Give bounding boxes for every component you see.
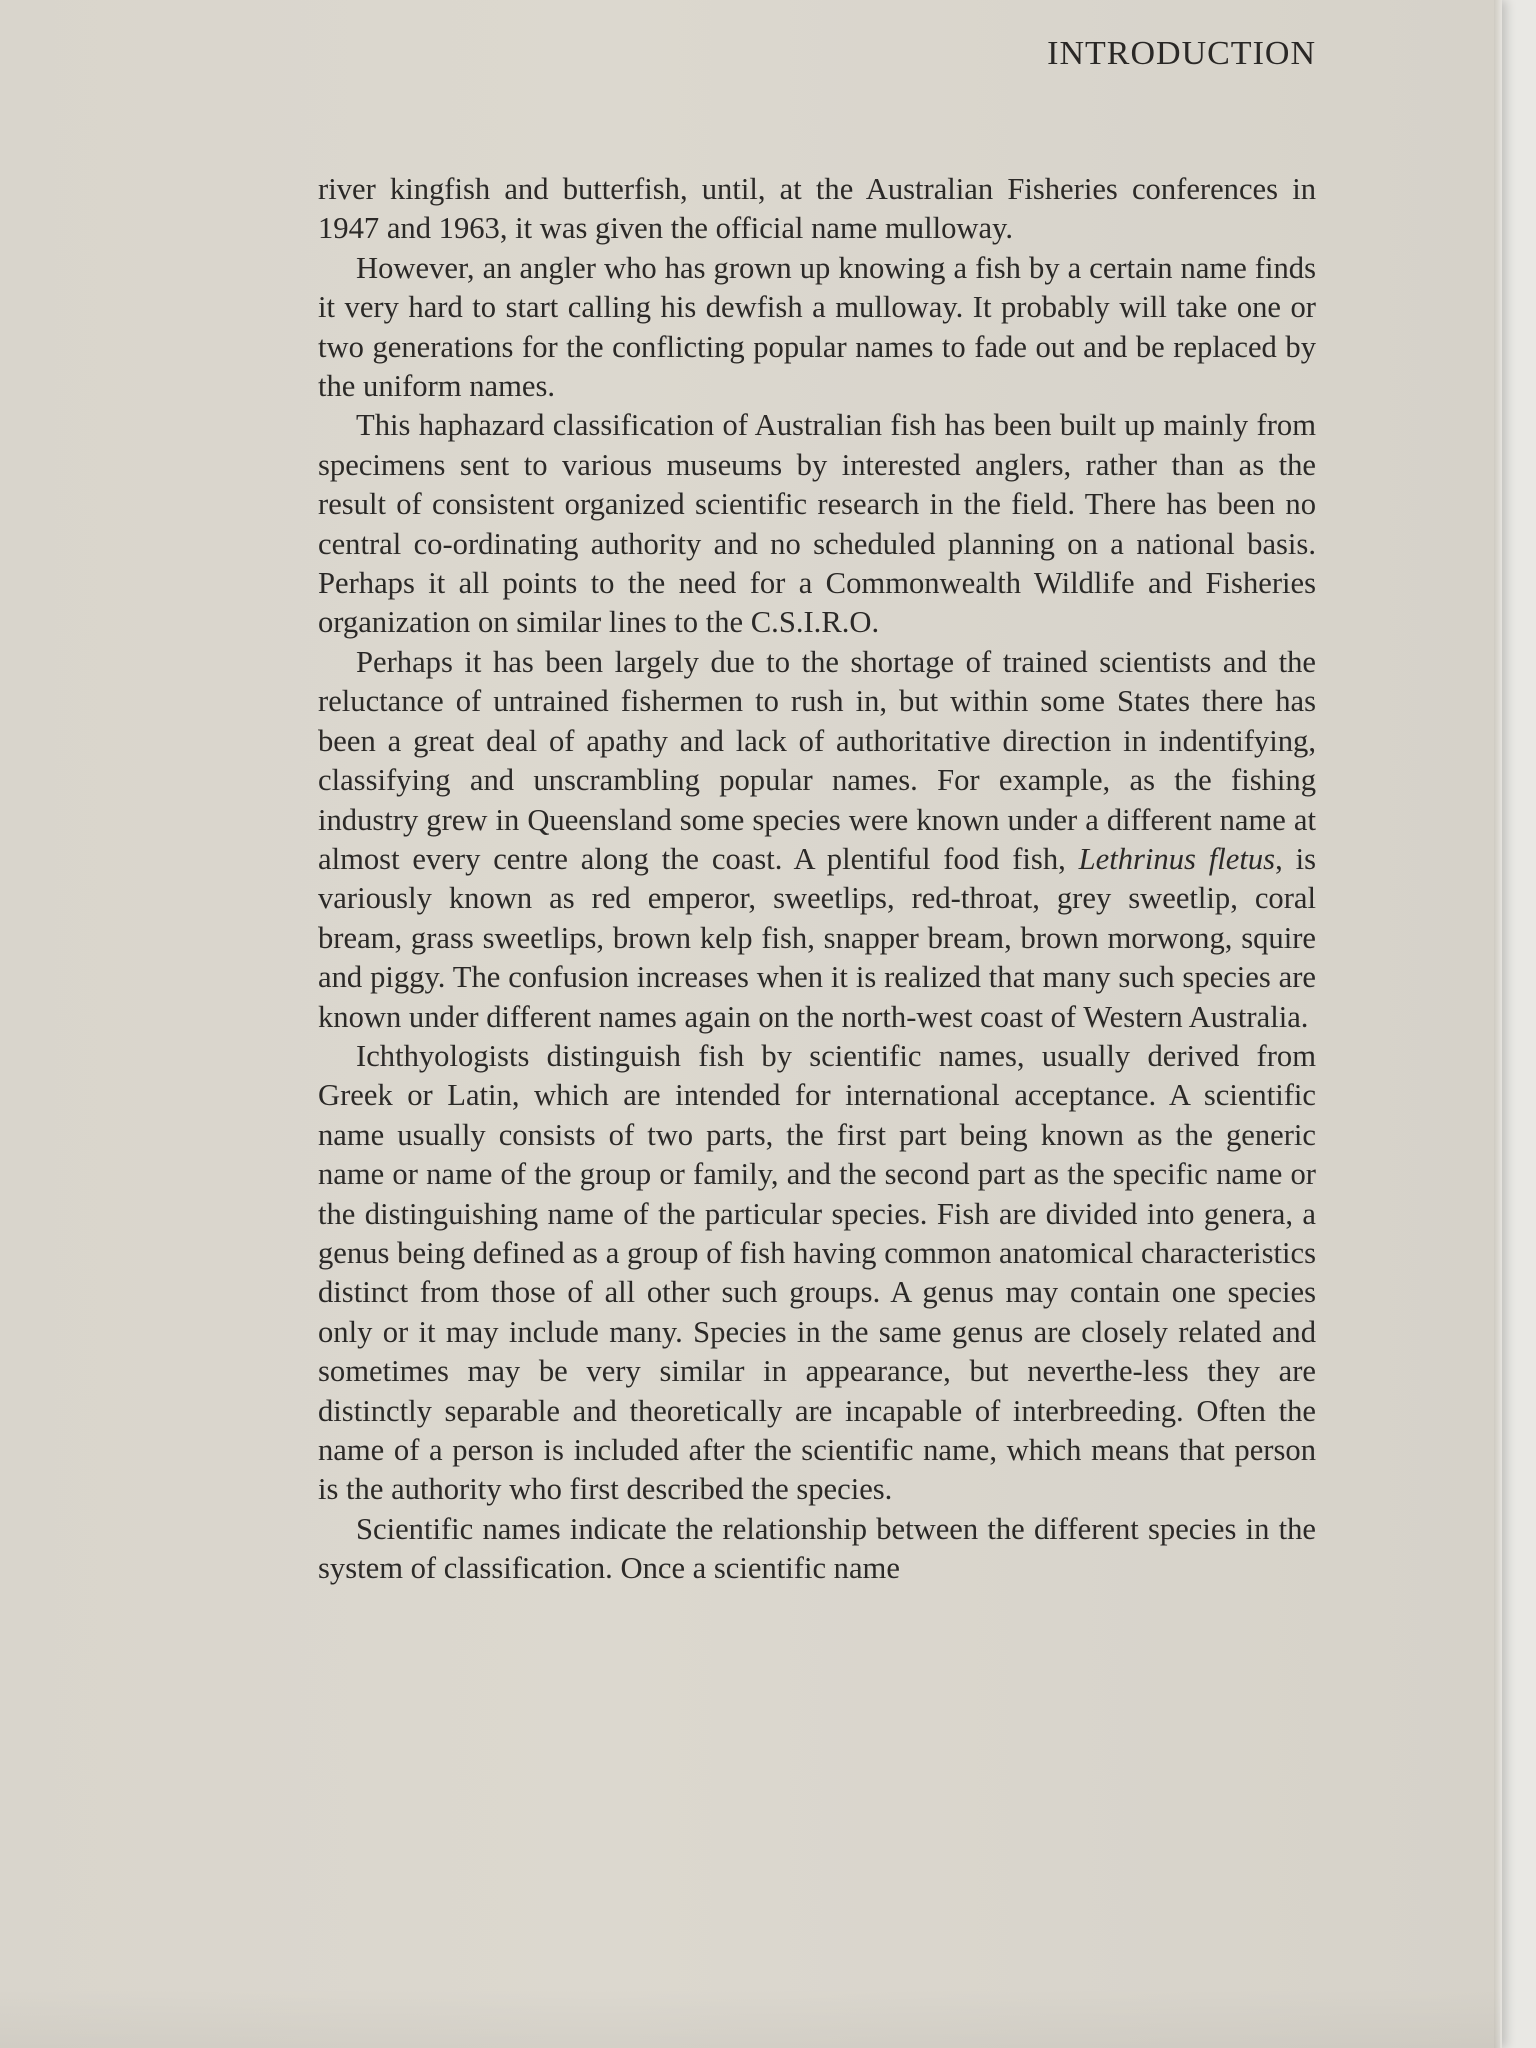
running-head: INTRODUCTION (1047, 35, 1316, 72)
species-name: Lethrinus fletus (1078, 841, 1276, 876)
paragraph-6: Scientific names indicate the relationship between the different species in the system of classification. Once a scientific name (318, 1511, 1316, 1586)
paragraph-2: However, an angler who has grown up knowing a fish by a certain name finds it very hard to start calling his dewfish a mulloway. It probably will take one or two generations for the conflicting popular names to fade out and be replaced by the uniform names. (318, 250, 1316, 404)
paragraph-4 (318, 643, 1316, 1037)
body-text (318, 170, 1316, 1589)
paragraph-1: river kingfish and butterfish, until, at the Australian Fisheries conferences in 1947 and 1963, it was given the official name mulloway. (318, 172, 1316, 246)
paragraph-4-text-before: Perhaps it has been largely due to the shortage of trained scientists and the reluctance of untrained fishermen to rush in, but within some States there has been a great deal of apathy and lack of authoritative direction in indentifying, classifying and unscrambling popular names. For example, as the fishing industry grew in Queensland some species were known under a different name at almost every centre along the coast. A plentiful food fish, (318, 644, 1316, 876)
paragraph-4-text-after: , is variously known as red emperor, sweetlips, red-throat, grey sweetlip, coral bream, grass sweetlips, brown kelp fish, snapper bream, brown morwong, squire and piggy. The confusion increases when it is realized that many such species are known under different names again on the north-west coast of Western Australia. (318, 841, 1316, 1034)
paragraph-5: Ichthyologists distinguish fish by scientific names, usually derived from Greek or Latin, which are intended for international acceptance. A scientific name usually consists of two parts, the first part being known as the generic name or name of the group or family, and the second part as the specific name or the distinguishing name of the particular species. Fish are divided into genera, a genus being defined as a group of fish having common anatomical characteristics distinct from those of all other such groups. A genus may contain one species only or it may include many. Species in the same genus are closely related and sometimes may be very similar in appearance, but neverthe-less they are distinctly separable and theoretically are incapable of interbreeding. Often the name of a person is included after the scientific name, which means that person is the authority who first described the species. (318, 1038, 1316, 1507)
page-shadow (0, 1988, 1500, 2048)
page-edge (1494, 0, 1502, 2048)
paragraph-3: This haphazard classification of Australian fish has been built up mainly from specimens sent to various museums by interested anglers, rather than as the result of consistent organized scientific research in the field. There has been no central co-ordinating authority and no scheduled planning on a national basis. Perhaps it all points to the need for a Commonwealth Wildlife and Fisheries organization on similar lines to the C.S.I.R.O. (318, 408, 1316, 640)
